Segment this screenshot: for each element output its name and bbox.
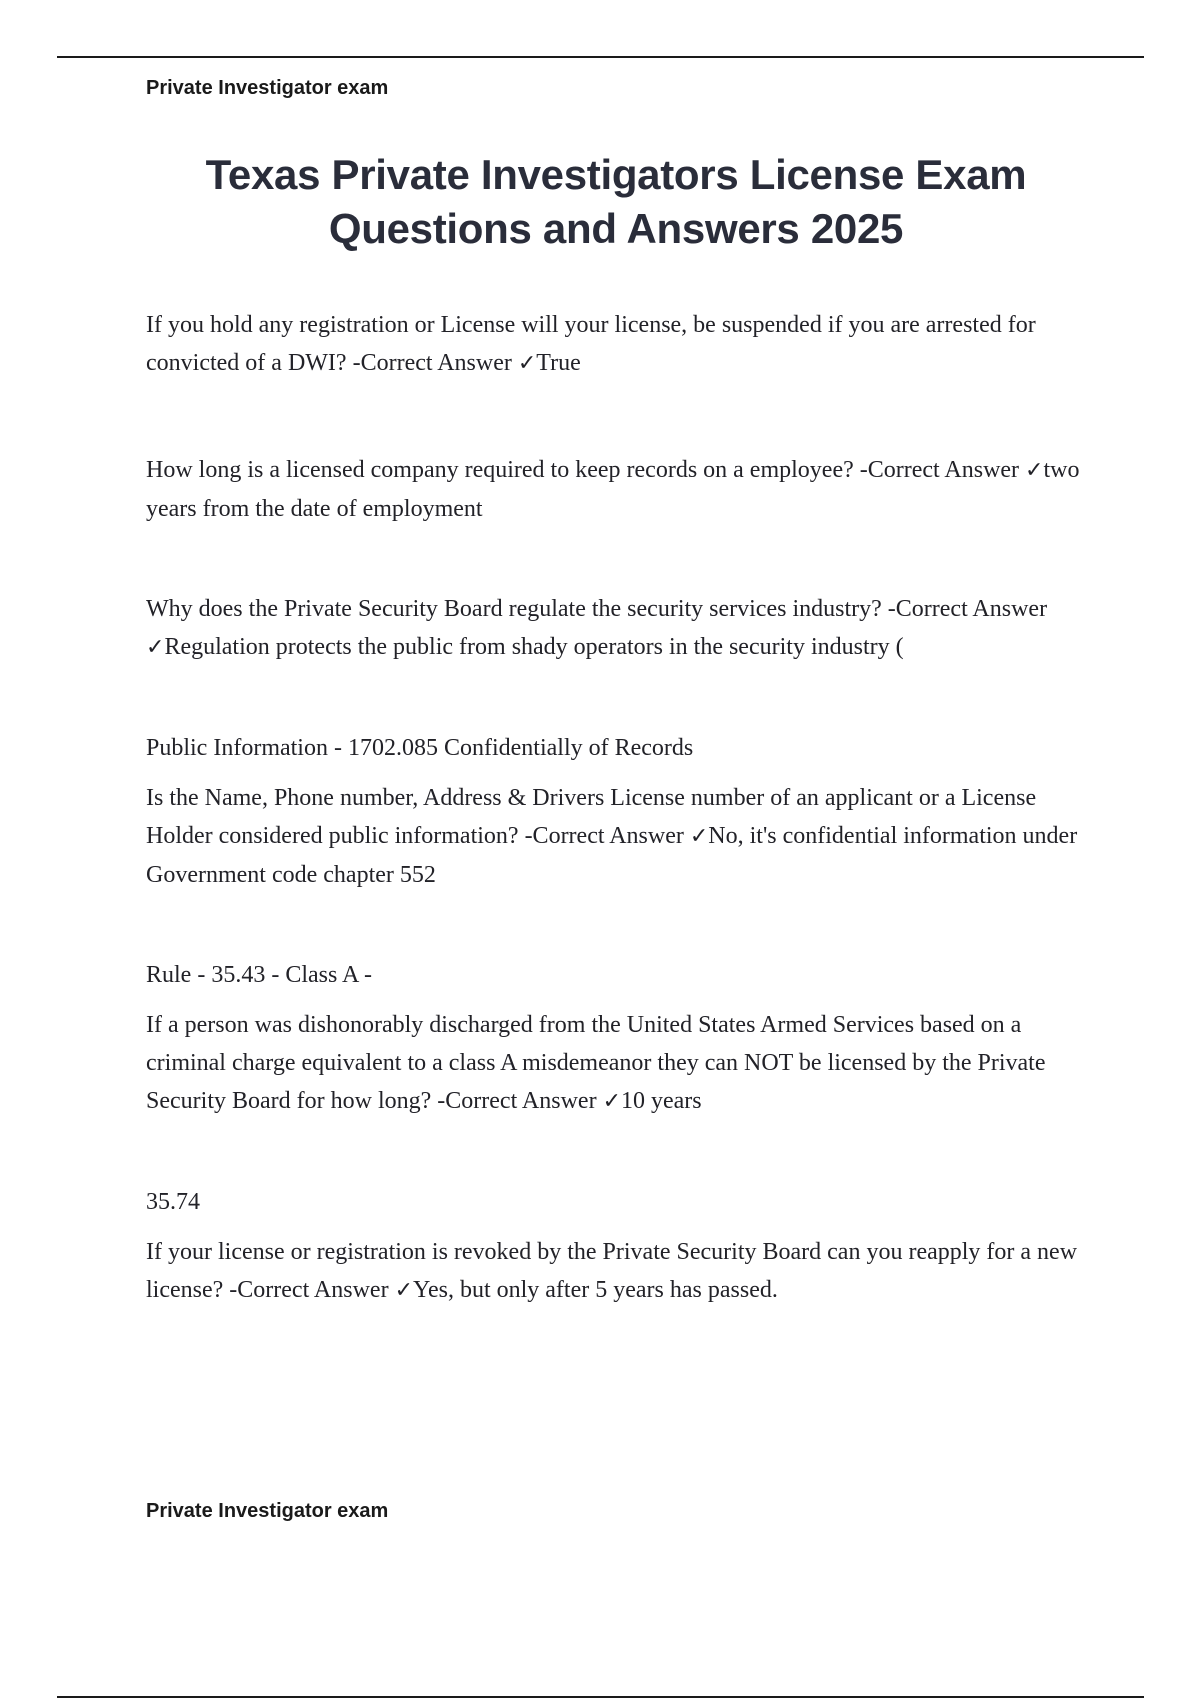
answer-prefix: -Correct Answer xyxy=(887,596,1048,622)
check-icon: ✓ xyxy=(1025,458,1044,483)
question-text: How long is a licensed company required to keep records on a employee? xyxy=(146,457,854,483)
check-icon: ✓ xyxy=(394,1278,414,1303)
qa-item xyxy=(146,1233,1092,1310)
answer-text: Yes, but only after 5 years has passed. xyxy=(413,1277,778,1303)
answer-text: two years from the date of employment xyxy=(146,457,1080,522)
document-title: Texas Private Investigators License Exam Questions and Answers 2025 xyxy=(205,151,1027,252)
bottom-rule xyxy=(57,1696,1144,1698)
section-label: Rule - 35.43 - Class A - xyxy=(146,962,372,988)
question-text: Is the Name, Phone number, Address & Drivers License number of an applicant or a License Holder considered public information? xyxy=(146,785,1037,849)
page-header: Private Investigator exam xyxy=(146,77,389,99)
qa-list xyxy=(146,306,1092,1310)
check-icon: ✓ xyxy=(689,824,709,849)
question-text: If your license or registration is revoked by the Private Security Board can you reapply for a new license? xyxy=(146,1239,1078,1303)
qa-item xyxy=(146,451,1092,528)
qa-item xyxy=(146,779,1092,894)
question-text: Why does the Private Security Board regulate the security services industry? xyxy=(146,596,882,622)
qa-item xyxy=(146,590,1092,667)
answer-prefix: -Correct Answer xyxy=(859,457,1020,483)
question-text: If a person was dishonorably discharged from the United States Armed Services based on a criminal charge equivalent to a class A misdemeanor they can NOT be licensed by the Private Security Board for how long? xyxy=(146,1012,1046,1114)
answer-text: True xyxy=(536,350,581,376)
top-rule xyxy=(57,56,1144,58)
answer-prefix: -Correct Answer xyxy=(352,350,512,376)
check-icon: ✓ xyxy=(517,351,537,376)
answer-text: Regulation protects the public from shady operators in the security industry ( xyxy=(164,634,904,660)
section-label: 35.74 xyxy=(146,1189,200,1215)
page-footer: Private Investigator exam xyxy=(146,1500,389,1522)
check-icon: ✓ xyxy=(602,1089,621,1114)
answer-text: 10 years xyxy=(621,1088,702,1114)
section-label: Public Information - 1702.085 Confidentially of Records xyxy=(146,735,694,761)
answer-prefix: -Correct Answer xyxy=(229,1277,389,1303)
answer-prefix: -Correct Answer xyxy=(524,823,684,849)
question-text: If you hold any registration or License will your license, be suspended if you are arrested for convicted of a DWI? xyxy=(146,312,1036,376)
check-icon: ✓ xyxy=(146,635,165,660)
answer-text: No, it's confidential information under Government code chapter 552 xyxy=(146,823,1078,888)
qa-item xyxy=(146,306,1092,383)
answer-prefix: -Correct Answer xyxy=(437,1088,597,1114)
qa-item xyxy=(146,1006,1092,1121)
